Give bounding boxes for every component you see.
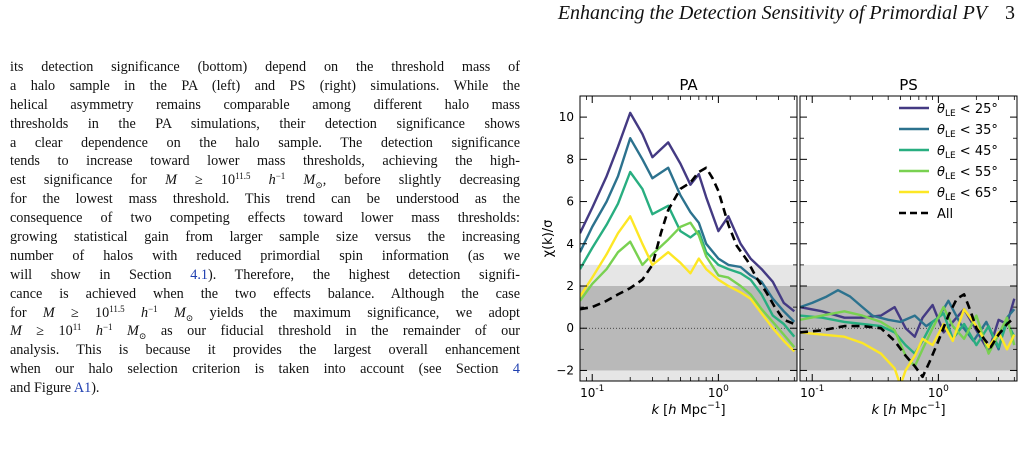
x-tick-label: $10^0$ [927, 384, 949, 400]
section-link[interactable]: 4.1 [190, 266, 208, 283]
body-paragraph [10, 58, 520, 398]
figure-link[interactable]: A1 [73, 380, 92, 397]
text-line: a halo sample in the PA (left) and PS (right) simulations. While the [10, 77, 520, 94]
text-line-ref: and Figure A1). [10, 380, 100, 397]
x-axis-label: k [h Mpc$^{-1}$] [871, 401, 946, 418]
legend-label: $\theta_{LE} < 65^\circ$ [937, 186, 998, 203]
text-line: tends to increase toward lower mass thresholds, achieving the high- [10, 153, 520, 170]
y-tick-label: 8 [566, 152, 574, 167]
legend-label: $\theta_{LE} < 25^\circ$ [937, 102, 998, 119]
section-link[interactable]: 4 [512, 361, 520, 378]
text-line: consequence of two competing effects toward lower mass thresholds: [10, 210, 520, 227]
text-line: analysis. This is because it provides the largest overall enhancement [10, 342, 520, 359]
legend-label: $\theta_{LE} < 45^\circ$ [937, 144, 998, 161]
text-line-math: for $M \ge 10^{11.5}$ $h^{-1}$ $M_⊙$ yields the maximum significance, we adopt [10, 303, 520, 323]
text-line: cance is achieved when the two effects balance. Although the case [10, 285, 520, 302]
text-line: thresholds in the PA simulations, their detection significance shows [10, 115, 520, 132]
text-line: growing statistical gain from larger sample size versus the increasing [10, 229, 520, 246]
text-line: helical asymmetry remains comparable among different halo mass [10, 96, 520, 113]
y-tick-label: 6 [566, 194, 574, 209]
text-line-ref: when our halo selection criterion is taken into account (see Section 4 [10, 361, 520, 378]
x-tick-label: $10^0$ [707, 384, 729, 400]
text-line: number of halos with reduced primordial spin information (as we [10, 247, 520, 264]
y-tick-label: 2 [566, 279, 574, 293]
panel-title: PS [899, 78, 918, 94]
x-axis-label: k [h Mpc$^{-1}$] [651, 401, 726, 418]
text-line: its detection significance (bottom) depend on the threshold mass of [10, 59, 520, 75]
y-tick-label: 10 [558, 110, 574, 125]
y-axis-label: χ(k)/σ [541, 219, 556, 258]
legend-label: $\theta_{LE} < 35^\circ$ [937, 123, 998, 140]
y-tick-label: −2 [556, 363, 574, 378]
legend-label: All [937, 207, 954, 222]
text-line-math: $M \ge 10^{11}$ $h^{-1}$ $M_⊙$ as our fiducial threshold in the remainder of our [10, 322, 521, 342]
panel-title: PA [679, 78, 698, 94]
running-head-title: Enhancing the Detection Sensitivity of Primordial PV [557, 2, 987, 24]
panel-ps-plot-area [800, 265, 1017, 392]
text-line: for the lowest mass threshold. This trend can be understood as the [10, 191, 520, 208]
x-tick-label: $10^{-1}$ [580, 384, 605, 400]
text-line: a clear dependence on the halo sample. The detection significance [10, 134, 520, 151]
y-tick-label: 4 [566, 236, 574, 251]
legend-label: $\theta_{LE} < 55^\circ$ [937, 165, 998, 182]
running-head [430, 2, 1015, 32]
figure-chi-panels [540, 78, 1020, 448]
panel-pa-plot-area [580, 113, 797, 392]
x-tick-label: $10^{-1}$ [800, 384, 825, 400]
text-line-ref: will show in Section 4.1). Therefore, the highest detection signifi- [10, 266, 521, 283]
page-number: 3 [1005, 2, 1015, 24]
y-tick-label: 0 [566, 321, 574, 336]
text-line-math: est significance for $M \ge 10^{11.5}$ $h^{-1}$ $M_⊙$, before slightly decreasing [10, 171, 521, 191]
figure-svg [540, 78, 1020, 448]
